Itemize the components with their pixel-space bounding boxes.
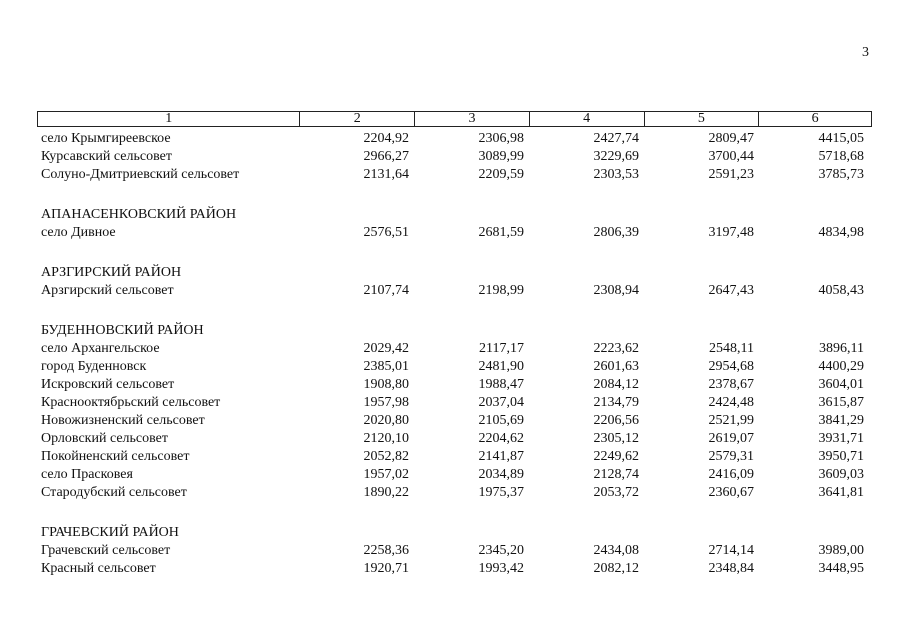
row-value: 2303,53: [593, 167, 639, 182]
column-header-5: 5: [644, 112, 759, 126]
row-name: село Дивное: [41, 225, 116, 240]
row-value: 3604,01: [818, 377, 864, 392]
row-value: 2034,89: [478, 467, 524, 482]
row-value: 3841,29: [818, 413, 864, 428]
row-value: 2681,59: [478, 225, 524, 240]
table-row: [37, 412, 872, 430]
row-name: Солуно-Дмитриевский сельсовет: [41, 167, 240, 182]
row-value: 2128,74: [593, 467, 639, 482]
row-value: 2416,09: [708, 467, 754, 482]
row-value: 3700,44: [708, 149, 754, 164]
row-name: Стародубский сельсовет: [41, 485, 187, 500]
row-value: 3785,73: [818, 167, 864, 182]
row-value: 2348,84: [708, 561, 754, 576]
row-value: 2258,36: [363, 543, 409, 558]
column-header-4: 4: [529, 112, 644, 126]
row-value: 2134,79: [593, 395, 639, 410]
row-value: 2434,08: [593, 543, 639, 558]
row-value: 2427,74: [593, 131, 639, 146]
row-value: 4415,05: [818, 131, 864, 146]
row-value: 2029,42: [363, 341, 409, 356]
row-value: 2084,12: [593, 377, 639, 392]
column-header-2: 2: [299, 112, 414, 126]
row-value: 2053,72: [593, 485, 639, 500]
section-title: АРЗГИРСКИЙ РАЙОН: [41, 265, 182, 280]
row-value: 4400,29: [818, 359, 864, 374]
row-value: 2576,51: [363, 225, 409, 240]
row-value: 2223,62: [593, 341, 639, 356]
table-row: [37, 282, 872, 300]
row-value: 2052,82: [363, 449, 409, 464]
row-value: 2579,31: [708, 449, 754, 464]
row-value: 2209,59: [478, 167, 524, 182]
row-value: 2305,12: [593, 431, 639, 446]
row-name: Курсавский сельсовет: [41, 149, 172, 164]
row-value: 2306,98: [478, 131, 524, 146]
row-value: 1908,80: [363, 377, 409, 392]
row-name: Грачевский сельсовет: [41, 543, 171, 558]
row-name: Новожизненский сельсовет: [41, 413, 205, 428]
table-row: [37, 466, 872, 484]
table-row: [37, 448, 872, 466]
row-value: 2117,17: [479, 341, 524, 356]
row-value: 2954,68: [708, 359, 754, 374]
row-name: село Прасковея: [41, 467, 133, 482]
page-number: 3: [862, 45, 869, 60]
column-header-3: 3: [414, 112, 529, 126]
row-value: 2204,92: [363, 131, 409, 146]
table-body: [37, 130, 872, 578]
section-title: ГРАЧЕВСКИЙ РАЙОН: [41, 525, 179, 540]
row-value: 2082,12: [593, 561, 639, 576]
row-value: 1957,02: [363, 467, 409, 482]
row-value: 2206,56: [593, 413, 639, 428]
row-name: город Буденновск: [41, 359, 147, 374]
row-value: 4834,98: [818, 225, 864, 240]
section-title: БУДЕННОВСКИЙ РАЙОН: [41, 323, 204, 338]
table-row: [37, 130, 872, 148]
row-value: 3989,00: [818, 543, 864, 558]
row-value: 4058,43: [818, 283, 864, 298]
row-value: 3609,03: [818, 467, 864, 482]
row-name: Краснооктябрьский сельсовет: [41, 395, 221, 410]
row-value: 3229,69: [593, 149, 639, 164]
row-value: 2424,48: [708, 395, 754, 410]
row-value: 2378,67: [708, 377, 754, 392]
row-value: 2037,04: [478, 395, 524, 410]
row-value: 1890,22: [363, 485, 409, 500]
row-name: Искровский сельсовет: [41, 377, 175, 392]
row-value: 2345,20: [478, 543, 524, 558]
spacer: [37, 502, 872, 520]
section-title: АПАНАСЕНКОВСКИЙ РАЙОН: [41, 207, 237, 222]
row-value: 1988,47: [478, 377, 524, 392]
table-row: [37, 560, 872, 578]
row-value: 2020,80: [363, 413, 409, 428]
spacer: [37, 184, 872, 202]
row-value: 2198,99: [478, 283, 524, 298]
column-header-1: 1: [165, 111, 173, 126]
row-value: 2360,67: [708, 485, 754, 500]
row-name: Арзгирский сельсовет: [41, 283, 174, 298]
row-value: 1975,37: [478, 485, 524, 500]
column-header-6: 6: [758, 112, 871, 126]
row-value: 2120,10: [363, 431, 409, 446]
row-value: 2204,62: [478, 431, 524, 446]
row-value: 2249,62: [593, 449, 639, 464]
row-value: 1920,71: [363, 561, 409, 576]
spacer: [37, 300, 872, 318]
table-row: [37, 394, 872, 412]
row-value: 2385,01: [363, 359, 409, 374]
row-value: 3641,81: [818, 485, 864, 500]
row-value: 2966,27: [363, 149, 409, 164]
row-name: село Крымгиреевское: [41, 131, 171, 146]
row-value: 3896,11: [819, 341, 864, 356]
row-value: 2714,14: [708, 543, 754, 558]
row-value: 3448,95: [818, 561, 864, 576]
table-row: [37, 376, 872, 394]
row-value: 5718,68: [818, 149, 864, 164]
table-header: [37, 111, 872, 127]
table-row: [37, 148, 872, 166]
row-name: Покойненский сельсовет: [41, 449, 190, 464]
row-value: 2521,99: [708, 413, 754, 428]
row-value: 2601,63: [593, 359, 639, 374]
table-row: [37, 166, 872, 184]
table-row: [37, 340, 872, 358]
table-row: [37, 484, 872, 502]
row-name: село Архангельское: [41, 341, 160, 356]
table-row: [37, 224, 872, 242]
row-value: 2809,47: [708, 131, 754, 146]
row-value: 3615,87: [818, 395, 864, 410]
row-value: 3931,71: [818, 431, 864, 446]
spacer: [37, 242, 872, 260]
row-value: 2308,94: [593, 283, 639, 298]
row-value: 3950,71: [818, 449, 864, 464]
row-value: 2105,69: [478, 413, 524, 428]
row-value: 3089,99: [478, 149, 524, 164]
row-value: 2806,39: [593, 225, 639, 240]
row-value: 2591,23: [708, 167, 754, 182]
row-value: 3197,48: [708, 225, 754, 240]
row-name: Орловский сельсовет: [41, 431, 168, 446]
row-value: 2647,43: [708, 283, 754, 298]
row-value: 2141,87: [478, 449, 524, 464]
row-value: 2548,11: [709, 341, 754, 356]
row-value: 1957,98: [363, 395, 409, 410]
table-row: [37, 542, 872, 560]
row-value: 2481,90: [478, 359, 524, 374]
table-row: [37, 430, 872, 448]
row-value: 2619,07: [708, 431, 754, 446]
row-value: 2107,74: [363, 283, 409, 298]
row-value: 1993,42: [478, 561, 524, 576]
row-name: Красный сельсовет: [41, 561, 156, 576]
table-row: [37, 358, 872, 376]
row-value: 2131,64: [363, 167, 409, 182]
